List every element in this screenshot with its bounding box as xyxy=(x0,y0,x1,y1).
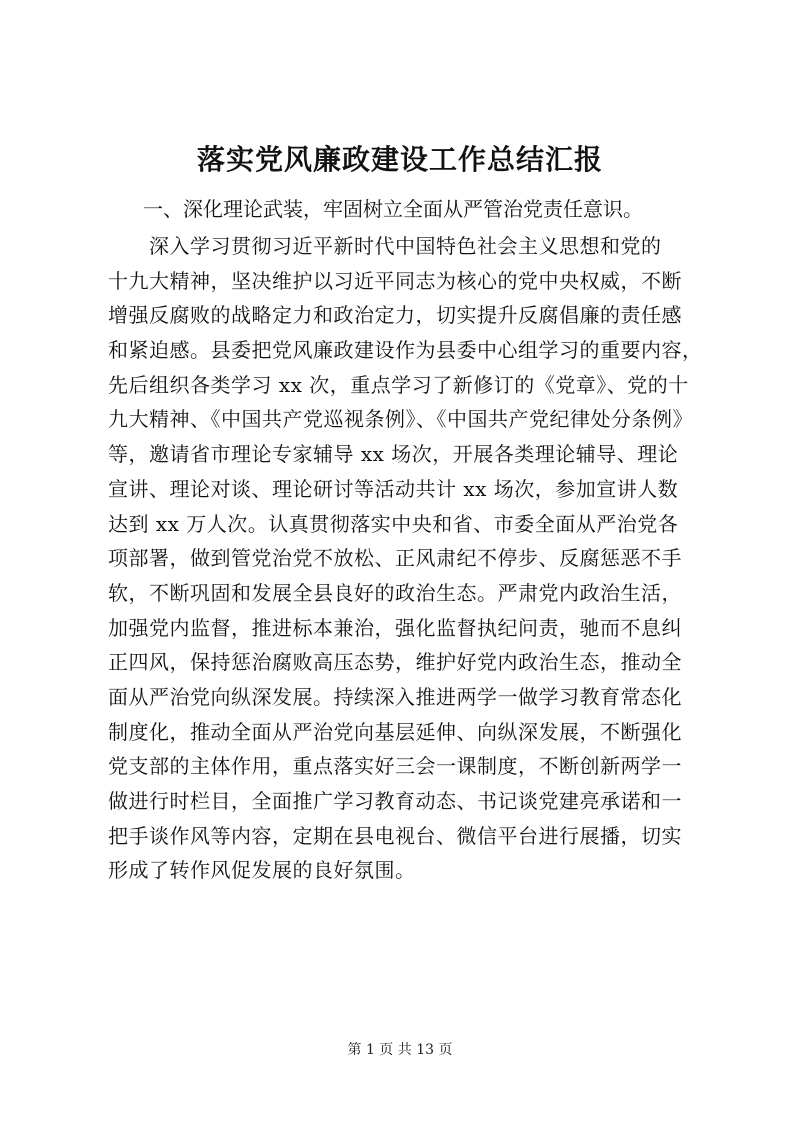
paragraph-line: 达到 xx 万人次。认真贯彻落实中央和省、市委全面从严治党各 xyxy=(108,511,679,536)
paragraph-line: 等，邀请省市理论专家辅导 xx 场次，开展各类理论辅导、理论 xyxy=(108,442,679,467)
paragraph-line: 面从严治党向纵深发展。持续深入推进两学一做学习教育常态化 xyxy=(108,684,682,709)
body-paragraph xyxy=(108,229,708,888)
paragraph-line: 增强反腐败的战略定力和政治定力，切实提升反腐倡廉的责任感 xyxy=(108,303,682,328)
section-heading: 一、深化理论武装，牢固树立全面从严管治党责任意识。 xyxy=(143,197,643,221)
paragraph-line: 和紧迫感。县委把党风廉政建设作为县委中心组学习的重要内容， xyxy=(108,338,703,363)
paragraph-line: 加强党内监督，推进标本兼治，强化监督执纪问责，驰而不息纠 xyxy=(108,615,682,640)
page-indicator: 第 1 页 共 13 页 xyxy=(347,1042,453,1058)
paragraph-line: 深入学习贯彻习近平新时代中国特色社会主义思想和党的 xyxy=(108,234,662,258)
paragraph-line: 九大精神、《中国共产党巡视条例》、《中国共产党纪律处分条例》 xyxy=(108,407,693,432)
paragraph-line: 党支部的主体作用，重点落实好三会一课制度，不断创新两学一 xyxy=(108,754,682,779)
paragraph-line: 制度化，推动全面从严治党向基层延伸、向纵深发展，不断强化 xyxy=(108,719,682,744)
paragraph-line: 正四风，保持惩治腐败高压态势，维护好党内政治生态，推动全 xyxy=(108,650,682,675)
paragraph-line: 软，不断巩固和发展全县良好的政治生态。严肃党内政治生活， xyxy=(108,580,682,605)
paragraph-line: 做进行时栏目，全面推广学习教育动态、书记谈党建亮承诺和一 xyxy=(108,789,682,813)
paragraph-line: 把手谈作风等内容，定期在县电视台、微信平台进行展播，切实 xyxy=(108,823,682,848)
paragraph-line: 先后组织各类学习 xx 次，重点学习了新修订的《党章》、党的十 xyxy=(108,372,689,397)
paragraph-line: 项部署，做到管党治党不放松、正风肃纪不停步、反腐惩恶不手 xyxy=(108,546,682,571)
paragraph-line: 宣讲、理论对谈、理论研讨等活动共计 xx 场次，参加宣讲人数 xyxy=(108,476,679,501)
paragraph-line: 形成了转作风促发展的良好氛围。 xyxy=(108,858,416,883)
paragraph-line: 十九大精神，坚决维护以习近平同志为核心的党中央权威，不断 xyxy=(108,268,682,293)
document-title: 落实党风廉政建设工作总结汇报 xyxy=(196,143,603,176)
